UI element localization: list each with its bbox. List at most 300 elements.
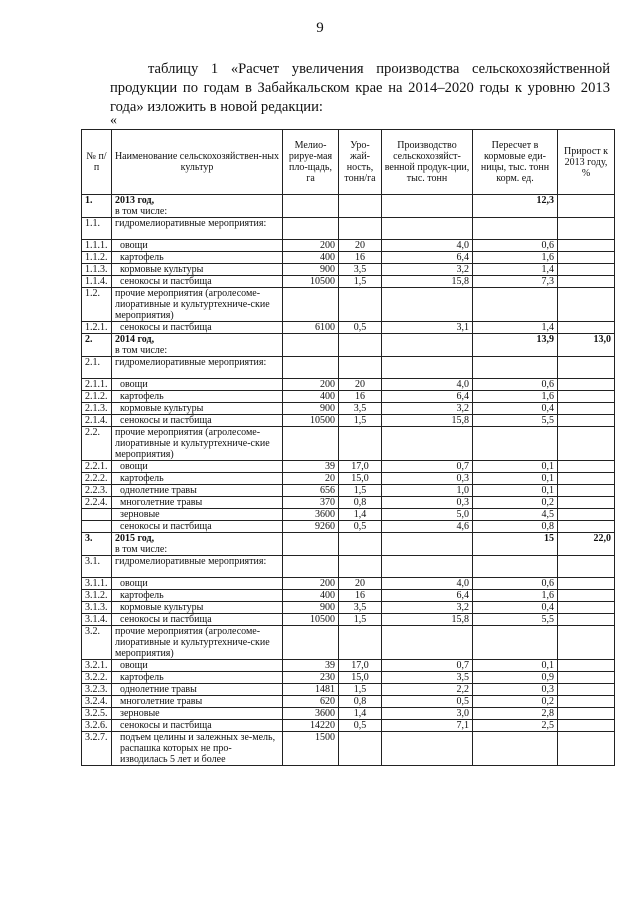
- table-row: [82, 240, 615, 252]
- header-num: № п/п: [82, 130, 112, 195]
- cell-feed-units: 0,4: [473, 602, 558, 614]
- cell-num: 2.2.2.: [82, 473, 112, 485]
- cell-feed-units: 0,1: [473, 461, 558, 473]
- cell-name: гидромелиоративные мероприятия:: [112, 556, 283, 578]
- cell-feed-units: 0,1: [473, 485, 558, 497]
- cell-area: 400: [283, 590, 339, 602]
- cell-increase: [558, 252, 615, 264]
- cell-yield: 1,5: [339, 684, 382, 696]
- cell-production: 6,4: [382, 252, 473, 264]
- cell-increase: [558, 357, 615, 379]
- cell-feed-units: 0,3: [473, 684, 558, 696]
- intro-text: таблицу 1 «Расчет увеличения производства сельскохозяйственной продукции по годам в Забайкальском крае на 2014–2020 годы к уровню 2013 года» изложить в новой редакции:: [110, 61, 610, 115]
- cell-area: 10500: [283, 614, 339, 626]
- cell-name: кормовые культуры: [112, 264, 283, 276]
- cell-increase: [558, 509, 615, 521]
- cell-production: 4,0: [382, 379, 473, 391]
- cell-area: 1481: [283, 684, 339, 696]
- cell-increase: [558, 626, 615, 660]
- page-number: 9: [316, 20, 324, 36]
- cell-production: 2,2: [382, 684, 473, 696]
- cell-num: 1.1.: [82, 218, 112, 240]
- cell-name: картофель: [112, 391, 283, 403]
- cell-increase: [558, 521, 615, 533]
- cell-num: 2.2.: [82, 427, 112, 461]
- cell-name: кормовые культуры: [112, 403, 283, 415]
- cell-increase: 22,0: [558, 533, 615, 556]
- cell-feed-units: [473, 732, 558, 766]
- cell-area: 656: [283, 485, 339, 497]
- table-row: [82, 334, 615, 357]
- cell-feed-units: [473, 288, 558, 322]
- table-row: [82, 264, 615, 276]
- table-row: [82, 427, 615, 461]
- cell-num: 1.2.: [82, 288, 112, 322]
- table-row: [82, 696, 615, 708]
- header-name: Наименование сельскохозяйствен-ных культур: [112, 130, 283, 195]
- cell-yield: 0,5: [339, 720, 382, 732]
- cell-num: 1.: [82, 195, 112, 218]
- cell-yield: [339, 195, 382, 218]
- cell-yield: [339, 218, 382, 240]
- cell-num: 1.1.2.: [82, 252, 112, 264]
- cell-area: 10500: [283, 415, 339, 427]
- cell-area: [283, 334, 339, 357]
- table-body: [82, 195, 615, 766]
- cell-name: сенокосы и пастбища: [112, 276, 283, 288]
- cell-num: 2.1.1.: [82, 379, 112, 391]
- cell-increase: [558, 672, 615, 684]
- cell-increase: [558, 276, 615, 288]
- cell-increase: [558, 614, 615, 626]
- cell-yield: [339, 288, 382, 322]
- table-row: [82, 195, 615, 218]
- cell-area: 370: [283, 497, 339, 509]
- cell-area: 3600: [283, 509, 339, 521]
- cell-increase: [558, 322, 615, 334]
- cell-feed-units: 2,8: [473, 708, 558, 720]
- cell-feed-units: 0,8: [473, 521, 558, 533]
- cell-feed-units: 1,4: [473, 322, 558, 334]
- cell-feed-units: 0,9: [473, 672, 558, 684]
- cell-production: 3,0: [382, 708, 473, 720]
- cell-increase: [558, 590, 615, 602]
- table-row: [82, 684, 615, 696]
- cell-yield: 1,5: [339, 614, 382, 626]
- cell-increase: [558, 473, 615, 485]
- table-row: [82, 415, 615, 427]
- cell-yield: 16: [339, 252, 382, 264]
- cell-feed-units: 2,5: [473, 720, 558, 732]
- table-row: [82, 276, 615, 288]
- cell-name: многолетние травы: [112, 497, 283, 509]
- cell-increase: [558, 708, 615, 720]
- cell-area: [283, 626, 339, 660]
- cell-name: гидромелиоративные мероприятия:: [112, 357, 283, 379]
- year-subtitle: в том числе:: [115, 345, 168, 356]
- cell-area: [283, 556, 339, 578]
- cell-increase: [558, 288, 615, 322]
- cell-name: овощи: [112, 240, 283, 252]
- cell-area: [283, 288, 339, 322]
- cell-yield: [339, 357, 382, 379]
- cell-production: [382, 218, 473, 240]
- table-row: [82, 672, 615, 684]
- cell-production: [382, 556, 473, 578]
- cell-feed-units: [473, 427, 558, 461]
- cell-feed-units: 1,4: [473, 264, 558, 276]
- cell-num: [82, 521, 112, 533]
- cell-area: 620: [283, 696, 339, 708]
- year-title: 2013 год,: [115, 195, 155, 206]
- cell-yield: 20: [339, 240, 382, 252]
- cell-yield: 17,0: [339, 660, 382, 672]
- cell-area: 400: [283, 252, 339, 264]
- cell-yield: 1,4: [339, 708, 382, 720]
- cell-yield: 17,0: [339, 461, 382, 473]
- header-production: Производство сельскохозяйст-венной продук-ции, тыс. тонн: [382, 130, 473, 195]
- cell-name: кормовые культуры: [112, 602, 283, 614]
- table-row: [82, 252, 615, 264]
- cell-name: [112, 195, 283, 218]
- cell-num: 3.1.: [82, 556, 112, 578]
- cell-name: сенокосы и пастбища: [112, 614, 283, 626]
- cell-feed-units: 0,1: [473, 660, 558, 672]
- cell-name: овощи: [112, 578, 283, 590]
- cell-area: 9260: [283, 521, 339, 533]
- table-row: [82, 614, 615, 626]
- cell-yield: 15,0: [339, 473, 382, 485]
- cell-num: 3.1.3.: [82, 602, 112, 614]
- cell-feed-units: [473, 556, 558, 578]
- cell-yield: 0,5: [339, 322, 382, 334]
- cell-num: 3.2.2.: [82, 672, 112, 684]
- cell-name: сенокосы и пастбища: [112, 415, 283, 427]
- cell-yield: 16: [339, 391, 382, 403]
- cell-production: 4,0: [382, 578, 473, 590]
- cell-yield: [339, 626, 382, 660]
- cell-name: овощи: [112, 660, 283, 672]
- table-row: [82, 288, 615, 322]
- cell-increase: [558, 218, 615, 240]
- cell-increase: [558, 578, 615, 590]
- cell-area: 900: [283, 602, 339, 614]
- cell-production: 15,8: [382, 276, 473, 288]
- table-row: [82, 590, 615, 602]
- cell-name: многолетние травы: [112, 696, 283, 708]
- intro-paragraph: [110, 60, 610, 117]
- cell-increase: [558, 684, 615, 696]
- cell-yield: [339, 533, 382, 556]
- cell-feed-units: [473, 218, 558, 240]
- cell-area: [283, 427, 339, 461]
- cell-feed-units: 5,5: [473, 415, 558, 427]
- cell-num: 1.1.1.: [82, 240, 112, 252]
- table-row: [82, 708, 615, 720]
- table-row: [82, 357, 615, 379]
- cell-yield: [339, 427, 382, 461]
- cell-num: 1.1.3.: [82, 264, 112, 276]
- cell-num: 3.2.6.: [82, 720, 112, 732]
- cell-feed-units: [473, 626, 558, 660]
- cell-production: 0,7: [382, 461, 473, 473]
- cell-name: сенокосы и пастбища: [112, 322, 283, 334]
- cell-production: [382, 334, 473, 357]
- cell-feed-units: 0,1: [473, 473, 558, 485]
- table-header-row: [82, 130, 615, 195]
- cell-feed-units: 4,5: [473, 509, 558, 521]
- table-row: [82, 602, 615, 614]
- cell-area: 400: [283, 391, 339, 403]
- year-title: 2015 год,: [115, 533, 155, 544]
- cell-name: овощи: [112, 461, 283, 473]
- cell-production: 15,8: [382, 614, 473, 626]
- cell-production: 0,3: [382, 497, 473, 509]
- cell-name: овощи: [112, 379, 283, 391]
- table-row: [82, 391, 615, 403]
- cell-name: прочие мероприятия (агролесоме-лиоративные и культуртехниче-ские мероприятия): [112, 288, 283, 322]
- cell-num: 3.2.7.: [82, 732, 112, 766]
- table-row: [82, 322, 615, 334]
- cell-area: 200: [283, 379, 339, 391]
- cell-production: [382, 732, 473, 766]
- table-row: [82, 403, 615, 415]
- cell-area: 900: [283, 403, 339, 415]
- production-table: [81, 129, 615, 766]
- cell-production: 6,4: [382, 391, 473, 403]
- year-subtitle: в том числе:: [115, 206, 168, 217]
- cell-name: картофель: [112, 252, 283, 264]
- cell-area: 6100: [283, 322, 339, 334]
- cell-area: 3600: [283, 708, 339, 720]
- cell-area: [283, 357, 339, 379]
- table-row: [82, 218, 615, 240]
- cell-yield: 20: [339, 578, 382, 590]
- cell-feed-units: 13,9: [473, 334, 558, 357]
- cell-num: 3.1.2.: [82, 590, 112, 602]
- cell-production: 7,1: [382, 720, 473, 732]
- cell-production: 4,0: [382, 240, 473, 252]
- cell-name: прочие мероприятия (агролесоме-лиоративные и культуртехниче-ские мероприятия): [112, 427, 283, 461]
- cell-increase: [558, 485, 615, 497]
- cell-num: 3.: [82, 533, 112, 556]
- cell-area: 1500: [283, 732, 339, 766]
- cell-feed-units: [473, 357, 558, 379]
- cell-feed-units: 0,6: [473, 379, 558, 391]
- cell-production: [382, 357, 473, 379]
- cell-area: 39: [283, 660, 339, 672]
- cell-num: [82, 509, 112, 521]
- cell-num: 3.1.4.: [82, 614, 112, 626]
- table-row: [82, 485, 615, 497]
- cell-production: 0,7: [382, 660, 473, 672]
- cell-area: 200: [283, 578, 339, 590]
- cell-feed-units: 0,2: [473, 497, 558, 509]
- cell-name: сенокосы и пастбища: [112, 521, 283, 533]
- year-title: 2014 год,: [115, 334, 155, 345]
- cell-yield: [339, 732, 382, 766]
- cell-production: 15,8: [382, 415, 473, 427]
- cell-num: 2.: [82, 334, 112, 357]
- cell-yield: 1,5: [339, 485, 382, 497]
- cell-increase: [558, 497, 615, 509]
- cell-yield: 0,8: [339, 696, 382, 708]
- cell-yield: [339, 334, 382, 357]
- cell-num: 3.2.4.: [82, 696, 112, 708]
- opening-quote: «: [110, 113, 117, 128]
- cell-increase: [558, 660, 615, 672]
- table-row: [82, 556, 615, 578]
- table-row: [82, 533, 615, 556]
- cell-name: однолетние травы: [112, 684, 283, 696]
- cell-increase: [558, 732, 615, 766]
- cell-yield: 16: [339, 590, 382, 602]
- cell-increase: [558, 195, 615, 218]
- cell-name: картофель: [112, 590, 283, 602]
- cell-name: прочие мероприятия (агролесоме-лиоративные и культуртехниче-ские мероприятия): [112, 626, 283, 660]
- table-row: [82, 660, 615, 672]
- cell-area: 39: [283, 461, 339, 473]
- cell-increase: [558, 720, 615, 732]
- cell-increase: [558, 391, 615, 403]
- cell-num: 2.1.2.: [82, 391, 112, 403]
- cell-production: 3,1: [382, 322, 473, 334]
- cell-yield: 0,5: [339, 521, 382, 533]
- cell-num: 2.2.3.: [82, 485, 112, 497]
- cell-increase: [558, 427, 615, 461]
- cell-area: [283, 533, 339, 556]
- cell-production: 0,5: [382, 696, 473, 708]
- cell-yield: 3,5: [339, 403, 382, 415]
- cell-production: 1,0: [382, 485, 473, 497]
- year-subtitle: в том числе:: [115, 544, 168, 555]
- cell-num: 3.2.5.: [82, 708, 112, 720]
- cell-num: 1.2.1.: [82, 322, 112, 334]
- cell-feed-units: 12,3: [473, 195, 558, 218]
- cell-increase: [558, 461, 615, 473]
- cell-yield: 1,5: [339, 415, 382, 427]
- cell-production: 3,2: [382, 403, 473, 415]
- cell-feed-units: 0,6: [473, 578, 558, 590]
- cell-yield: 15,0: [339, 672, 382, 684]
- cell-num: 2.1.: [82, 357, 112, 379]
- cell-feed-units: 7,3: [473, 276, 558, 288]
- cell-name: гидромелиоративные мероприятия:: [112, 218, 283, 240]
- cell-name: зерновые: [112, 509, 283, 521]
- cell-num: 3.2.: [82, 626, 112, 660]
- cell-area: 900: [283, 264, 339, 276]
- cell-name: [112, 334, 283, 357]
- cell-increase: 13,0: [558, 334, 615, 357]
- cell-increase: [558, 602, 615, 614]
- cell-production: [382, 195, 473, 218]
- header-feed-units: Пересчет в кормовые еди-ницы, тыс. тонн корм. ед.: [473, 130, 558, 195]
- cell-yield: 3,5: [339, 264, 382, 276]
- cell-num: 2.2.1.: [82, 461, 112, 473]
- cell-name: [112, 533, 283, 556]
- table-row: [82, 732, 615, 766]
- cell-feed-units: 1,6: [473, 391, 558, 403]
- table-row: [82, 509, 615, 521]
- cell-name: подъем целины и залежных зе-мель, распашка которых не про-изводилась 5 лет и более: [112, 732, 283, 766]
- table-row: [82, 521, 615, 533]
- cell-name: сенокосы и пастбища: [112, 720, 283, 732]
- cell-production: [382, 533, 473, 556]
- cell-area: 200: [283, 240, 339, 252]
- cell-num: 2.2.4.: [82, 497, 112, 509]
- cell-yield: [339, 556, 382, 578]
- cell-increase: [558, 403, 615, 415]
- cell-feed-units: 5,5: [473, 614, 558, 626]
- cell-num: 3.2.1.: [82, 660, 112, 672]
- cell-production: 4,6: [382, 521, 473, 533]
- cell-yield: 3,5: [339, 602, 382, 614]
- cell-increase: [558, 556, 615, 578]
- cell-feed-units: 1,6: [473, 252, 558, 264]
- cell-yield: 20: [339, 379, 382, 391]
- cell-production: 6,4: [382, 590, 473, 602]
- cell-production: 3,2: [382, 602, 473, 614]
- cell-increase: [558, 415, 615, 427]
- cell-yield: 0,8: [339, 497, 382, 509]
- cell-num: 3.2.3.: [82, 684, 112, 696]
- cell-area: 230: [283, 672, 339, 684]
- cell-increase: [558, 240, 615, 252]
- cell-area: 20: [283, 473, 339, 485]
- cell-production: [382, 626, 473, 660]
- cell-name: картофель: [112, 473, 283, 485]
- cell-production: 5,0: [382, 509, 473, 521]
- cell-num: 1.1.4.: [82, 276, 112, 288]
- cell-yield: 1,4: [339, 509, 382, 521]
- cell-area: [283, 195, 339, 218]
- cell-feed-units: 0,2: [473, 696, 558, 708]
- cell-name: картофель: [112, 672, 283, 684]
- table-row: [82, 461, 615, 473]
- cell-production: 0,3: [382, 473, 473, 485]
- cell-production: [382, 288, 473, 322]
- cell-increase: [558, 264, 615, 276]
- cell-num: 3.1.1.: [82, 578, 112, 590]
- cell-area: [283, 218, 339, 240]
- cell-feed-units: 1,6: [473, 590, 558, 602]
- cell-name: однолетние травы: [112, 485, 283, 497]
- cell-num: 2.1.4.: [82, 415, 112, 427]
- cell-increase: [558, 696, 615, 708]
- table-row: [82, 720, 615, 732]
- table-row: [82, 497, 615, 509]
- table-row: [82, 473, 615, 485]
- header-area: Мелио-рируе-мая пло-щадь, га: [283, 130, 339, 195]
- cell-production: 3,2: [382, 264, 473, 276]
- cell-increase: [558, 379, 615, 391]
- cell-area: 14220: [283, 720, 339, 732]
- cell-yield: 1,5: [339, 276, 382, 288]
- table-row: [82, 379, 615, 391]
- cell-feed-units: 0,6: [473, 240, 558, 252]
- cell-production: 3,5: [382, 672, 473, 684]
- cell-feed-units: 0,4: [473, 403, 558, 415]
- cell-area: 10500: [283, 276, 339, 288]
- cell-num: 2.1.3.: [82, 403, 112, 415]
- header-increase: Прирост к 2013 году, %: [558, 130, 615, 195]
- table-row: [82, 578, 615, 590]
- cell-name: зерновые: [112, 708, 283, 720]
- cell-feed-units: 15: [473, 533, 558, 556]
- table-row: [82, 626, 615, 660]
- cell-production: [382, 427, 473, 461]
- header-yield: Уро-жай-ность, тонн/га: [339, 130, 382, 195]
